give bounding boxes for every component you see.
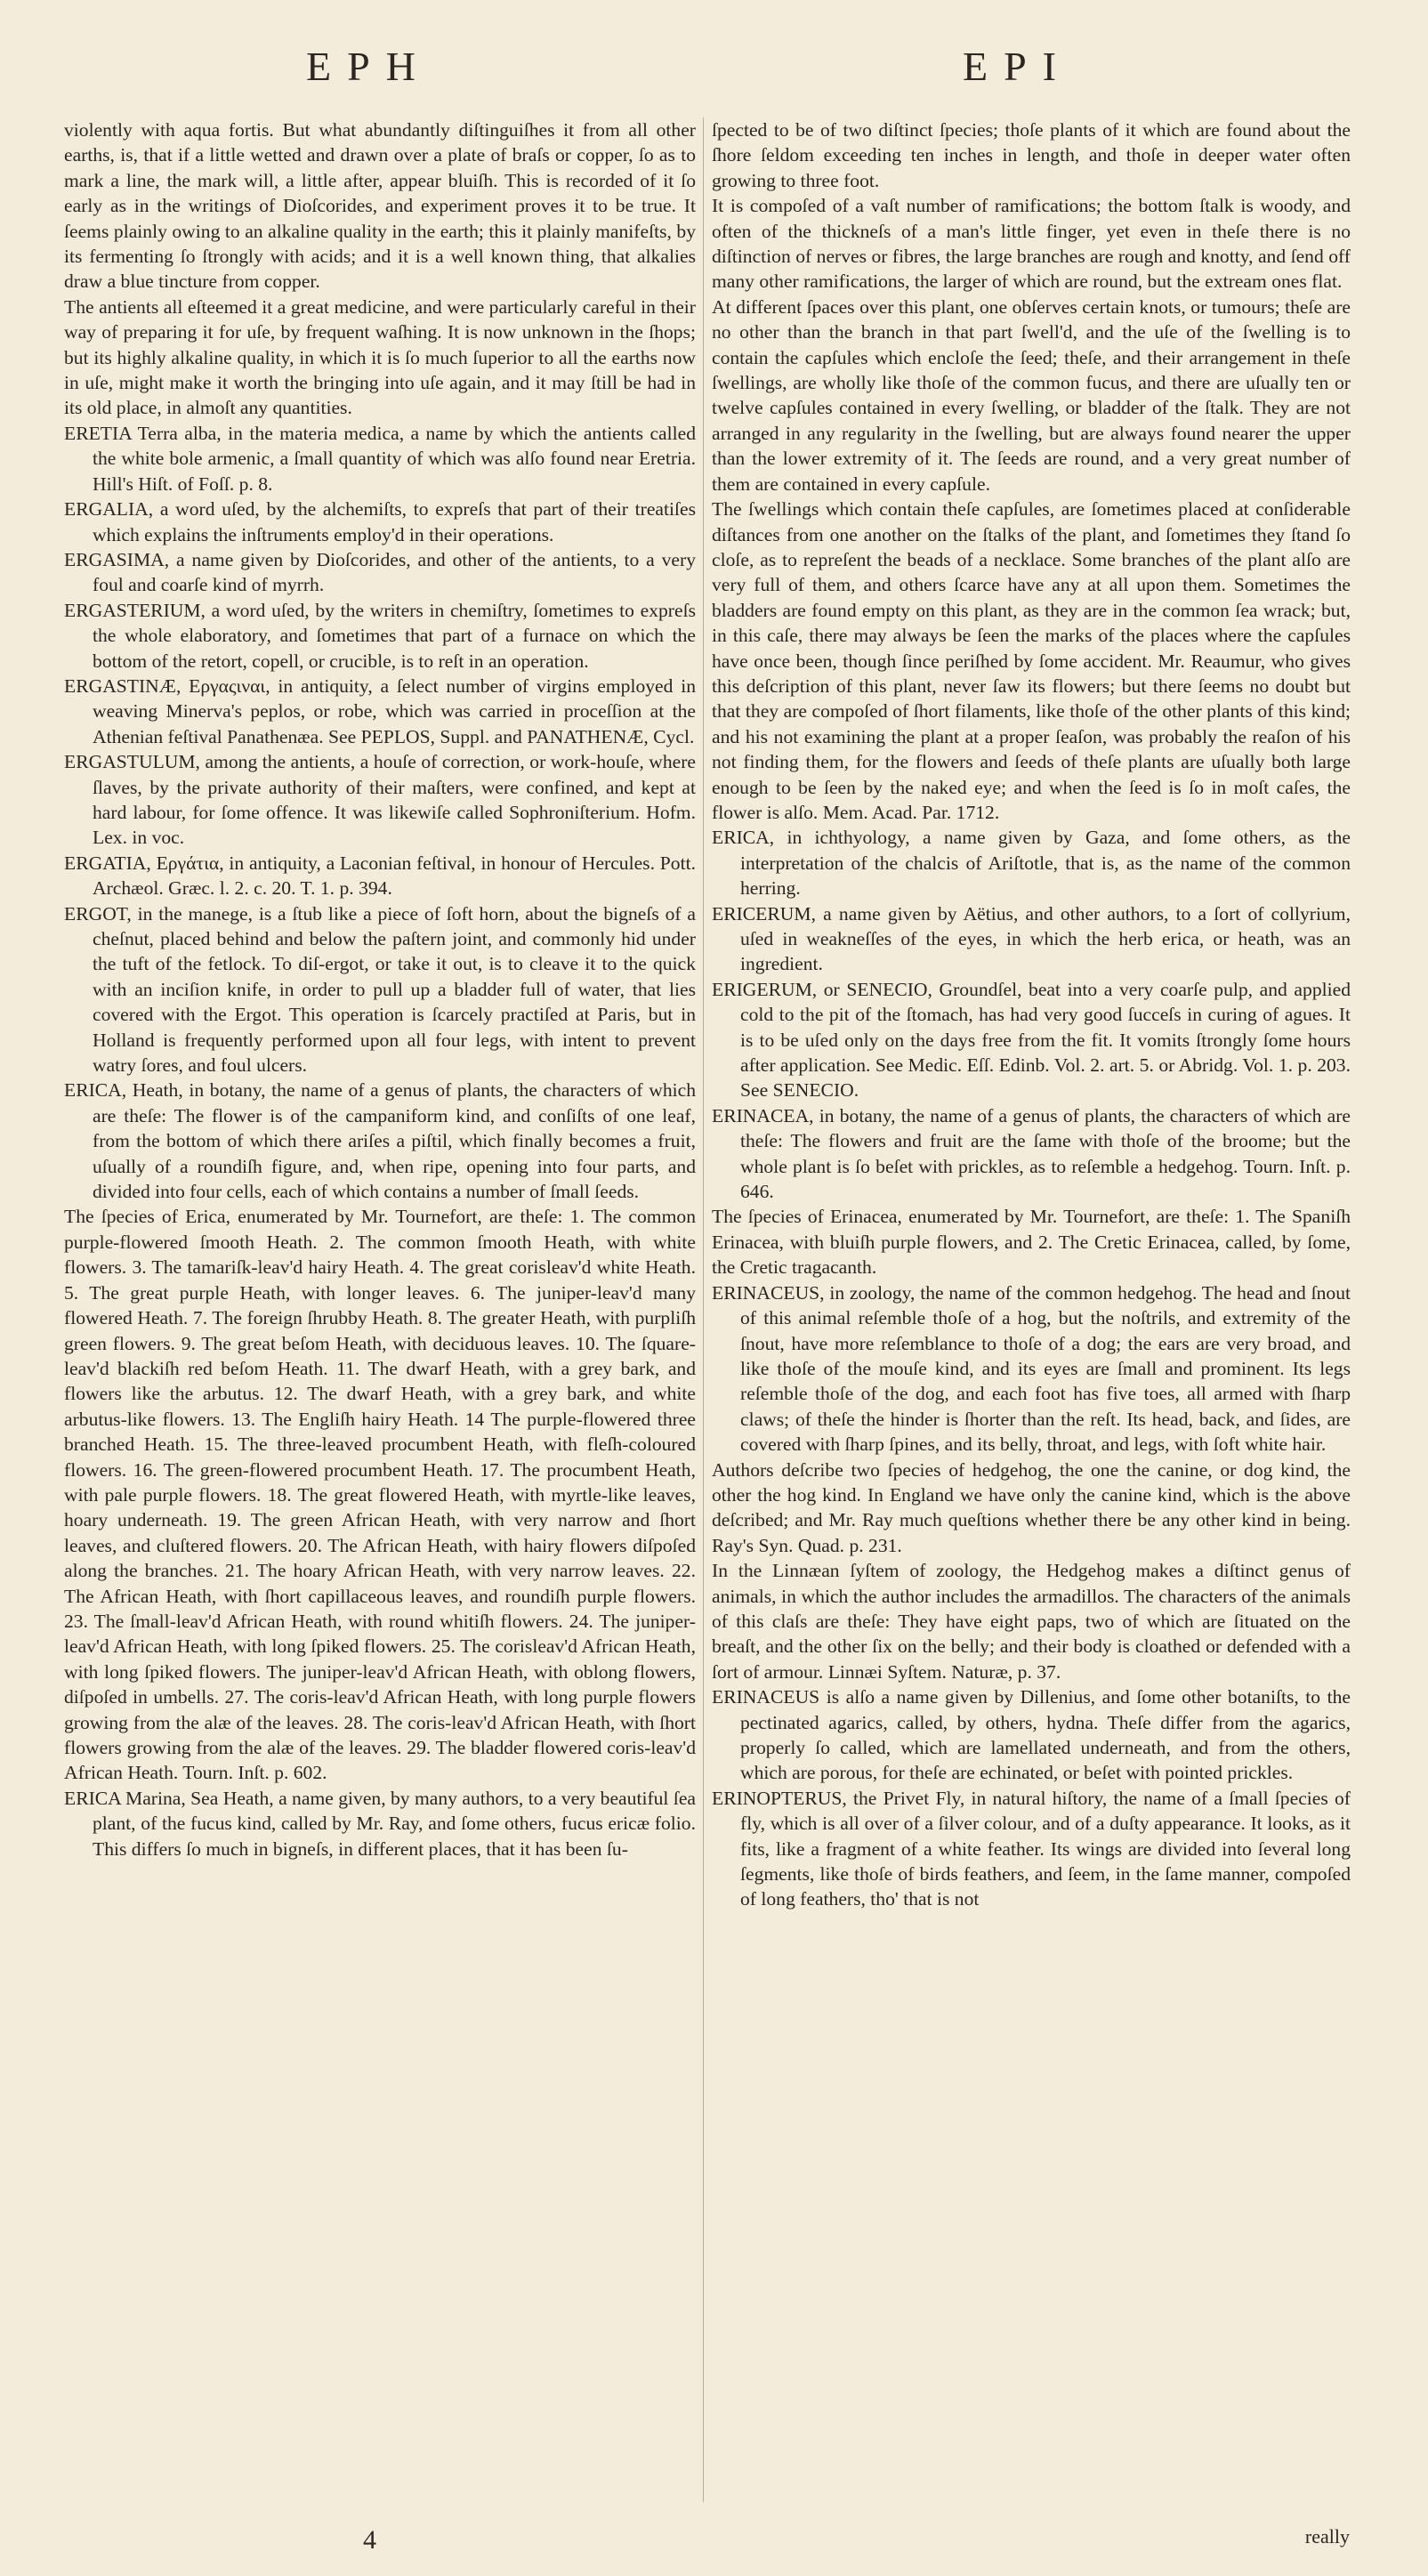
paragraph: In the Linnæan ſyſtem of zoology, the Hedgehog makes a diſtinct genus of animals, in which the author includes the armadillos. The characters of the animals of this claſs are theſe: They have eight paps, two of which are ſituated on the breaſt, and the other ſix on the belly; and their body is cloathed or defended with a ſort of armour. Linnæi Syſtem. Naturæ, p. 37. [712,1560,1351,1683]
dictionary-entry: ERGATIA, Εργάτια, in antiquity, a Laconian feſtival, in honour of Hercules. Pott. Archæol. Græc. l. 2. c. 20. T. 1. p. 394. [64,852,696,900]
dictionary-entry: ERGASTERIUM, a word uſed, by the writers in chemiſtry, ſometimes to expreſs the whole elaboratory, and ſometimes that part of a furnace on which the bottom of the retort, copell, or crucible, is to reſt in an operation. [64,599,696,672]
paragraph: The ſwellings which contain theſe capſules, are ſometimes placed at conſiderable diſtances from one another on the ſtalks of the plant, and ſometimes they ſtand ſo cloſe, as to repreſent the beads of a necklace. Some branches of the plant alſo are very full of them, and others ſcarce have any at all upon them. Sometimes the bladders are found empty on this plant, as they are in the common ſea wrack; but, in this caſe, there may always be ſeen the marks of the places where the capſules have once been, though ſince periſhed by ſome accident. Mr. Reaumur, who gives this deſcription of this plant, never ſaw its flowers; but there ſeems no doubt but that they are compoſed of ſhort filaments, like thoſe of the other plants of this kind; and his not examining the plant at a proper ſeaſon, was probably the reaſon of his not finding them, for the flowers and ſeeds of theſe plants are uſually both large enough to be ſeen by the naked eye; and when the ſeed is ſo in moſt caſes, the flower is alſo. Mem. Acad. Par. 1712. [712,498,1351,823]
dictionary-entry: ERICA, Heath, in botany, the name of a genus of plants, the characters of which are theſe: The flower is of the campaniform kind, and conſiſts of one leaf, from the bottom of which there ariſes a piſtil, which finally becomes a fruit, uſually of a roundiſh figure, and, when ripe, opening into four parts, and divided into four cells, each of which contains a number of ſmall ſeeds. [64,1079,696,1203]
dictionary-entry: ERETIA Terra alba, in the materia medica, a name by which the antients called the white bole armenic, a ſmall quantity of which was alſo found near Eretria. Hill's Hiſt. of Foſſ. p. 8. [64,422,696,495]
dictionary-entry: ERGALIA, a word uſed, by the alchemiſts, to expreſs that part of their treatiſes which explains the inſtruments employ'd in their operations. [64,498,696,545]
running-head-left: EPH [306,44,432,89]
dictionary-entry: ERGASIMA, a name given by Dioſcorides, and other of the antients, to a very foul and coarſe kind of myrrh. [64,548,696,596]
paragraph: ſpected to be of two diſtinct ſpecies; thoſe plants of it which are found about the ſhore ſeldom exceeding ten inches in length, and thoſe in deeper water often growing to three foot. [712,119,1351,191]
dictionary-entry: ERINACEUS is alſo a name given by Dillenius, and ſome other botaniſts, to the pectinated agarics, called, by others, hydna. Theſe differ from the agarics, properly ſo called, which are lamellated underneath, and from the others, which are porous, for theſe are echinated, or beſet with pointed prickles. [712,1686,1351,1784]
paragraph: The ſpecies of Erica, enumerated by Mr. Tournefort, are theſe: 1. The common purple-flowered ſmooth Heath. 2. The common ſmooth Heath, with white flowers. 3. The tamariſk-leav'd hairy Heath. 4. The great corisleav'd white Heath. 5. The great purple Heath, with longer leaves. 6. The juniper-leav'd many flowered Heath. 7. The foreign ſhrubby Heath. 8. The greater Heath, with purpliſh green flowers. 9. The great beſom Heath, with deciduous leaves. 10. The ſquare-leav'd blackiſh red beſom Heath. 11. The dwarf Heath, with a grey bark, and flowers like the arbutus. 12. The dwarf Heath, with a grey bark, and white arbutus-like flowers. 13. The Engliſh hairy Heath. 14 The purple-flowered three branched Heath. 15. The three-leaved procumbent Heath, with fleſh-coloured flowers. 16. The green-flowered procumbent Heath. 17. The procumbent Heath, with pale purple flowers. 18. The great flowered Heath, with myrtle-like leaves, hoary underneath. 19. The green African Heath, with very narrow and ſhort leaves, and cluſtered flowers. 20. The African Heath, with hairy flowers diſpoſed along the branches. 21. The hoary African Heath, with very narrow leaves. 22. The African Heath, with ſhort capillaceous leaves, and roundiſh purple flowers. 23. The ſmall-leav'd African Heath, with round whitiſh flowers. 24. The juniper-leav'd African Heath, with long ſpiked flowers. 25. The corisleav'd African Heath, with long ſpiked flowers. The juniper-leav'd African Heath, with oblong flowers, diſpoſed in umbells. 27. The coris-leav'd African Heath, with long purple flowers growing from the alæ of the leaves. 28. The coris-leav'd African Heath, with ſhort flowers growing from the alæ of the leaves. 29. The bladder flowered coris-leav'd African Heath. Tourn. Inſt. p. 602. [64,1206,696,1784]
dictionary-entry: ERICA, in ichthyology, a name given by Gaza, and ſome others, as the interpretation of the chalcis of Ariſtotle, that is, as the name of the common herring. [712,827,1351,900]
running-head-right: EPI [963,44,1072,89]
dictionary-entry: ERICERUM, a name given by Aëtius, and other authors, to a ſort of collyrium, uſed in weakneſſes of the eyes, in which the herb erica, or heath, was an ingredient. [712,902,1351,975]
paragraph: violently with aqua fortis. But what abundantly diſtinguiſhes it from all other earths, is, that if a little wetted and drawn over a plate of braſs or copper, ſo as to mark a line, the mark will, a little after, appear bluiſh. This is recorded of it ſo early as in the writings of Dioſcorides, and experiment proves it to be true. It ſeems plainly owing to an alkaline quality in the earth; this it plainly manifeſts, by its fermenting ſo ſtrongly with acids; and it is a well known thing, that alkalies draw a blue tincture from copper. [64,119,696,293]
right-column [712,117,1351,2502]
dictionary-entry: ERIGERUM, or SENECIO, Groundſel, beat into a very coarſe pulp, and applied cold to the pit of the ſtomach, has had very good ſucceſs in curing of agues. It is to be uſed only on the days free from the fit. It vomits ſtrongly ſome hours after application. See Medic. Eſſ. Edinb. Vol. 2. art. 5. or Abridg. Vol. 1. p. 203. See SENECIO. [712,978,1351,1102]
page-number: 4 [363,2525,376,2555]
dictionary-entry: ERGASTULUM, among the antients, a houſe of correction, or work-houſe, where ſlaves, by the private authority of their maſters, were confined, and kept at hard labour, for ſome offence. It was likewiſe called Sophroniſterium. Hofm. Lex. in voc. [64,751,696,849]
dictionary-entry: ERINACEA, in botany, the name of a genus of plants, the characters of which are theſe: The flowers and fruit are the ſame with thoſe of the broome; but the whole plant is ſo beſet with prickles, as to reſemble a hedgehog. Tourn. Inſt. p. 646. [712,1104,1351,1203]
dictionary-entry: ERGOT, in the manege, is a ſtub like a piece of ſoft horn, about the bigneſs of a cheſnut, placed behind and below the paſtern joint, and commonly hid under the tuft of the fetlock. To diſ-ergot, or take it out, is to cleave it to the quick with an inciſion knife, in order to pull up a bladder full of water, that lies covered with the Ergot. This operation is ſcarcely practiſed at Paris, but in Holland is frequently performed upon all four legs, with intent to prevent watry ſores, and foul ulcers. [64,902,696,1077]
paragraph: It is compoſed of a vaſt number of ramifications; the bottom ſtalk is woody, and often of the thickneſs of a man's little finger, yet even in theſe there is no diſtinction of nerves or fibres, the large branches are rough and knotty, and ſend off many other ramifications, the larger of which are round, but the extream ones flat. [712,195,1351,293]
dictionary-entry: ERICA Marina, Sea Heath, a name given, by many authors, to a very beautiful ſea plant, of the fucus kind, called by Mr. Ray, and ſome others, fucus ericæ folio. This differs ſo much in bigneſs, in different places, that it has been ſu- [64,1787,696,1860]
column-divider [703,117,704,2502]
paragraph: The antients all eſteemed it a great medicine, and were particularly careful in their way of preparing it for uſe, by frequent waſhing. It is now unknown in the ſhops; but its highly alkaline quality, in which it is ſo much ſuperior to all the earths now in uſe, might make it worth the bringing into uſe again, and it may ſtill be had in its old place, in almoſt any quantities. [64,295,696,419]
catchword: really [1304,2525,1350,2548]
dictionary-entry: ERGASTINÆ, Εργαςιναι, in antiquity, a ſelect number of virgins employed in weaving Minerva's peplos, or robe, which was carried in proceſſion at the Athenian feſtival Panathenæa. See PEPLOS, Suppl. and PANATHENÆ, Cycl. [64,674,696,747]
dictionary-entry: ERINACEUS, in zoology, the name of the common hedgehog. The head and ſnout of this animal reſemble thoſe of a hog, but the noſtrils, and extremity of the ſnout, have more reſemblance to thoſe of a dog; the ears are very broad, and like thoſe of the mouſe kind, and its eyes are ſmall and prominent. Its legs reſemble thoſe of the dog, and each foot has five toes, all armed with ſharp claws; of theſe the hinder is ſhorter than the reſt. Its head, back, and ſides, are covered with ſharp ſpines, and its belly, throat, and legs, with ſoft white hair. [712,1281,1351,1456]
paragraph: The ſpecies of Erinacea, enumerated by Mr. Tournefort, are theſe: 1. The Spaniſh Erinacea, with bluiſh purple flowers, and 2. The Cretic Erinacea, called, by ſome, the Cretic tragacanth. [712,1206,1351,1279]
paragraph: At different ſpaces over this plant, one obſerves certain knots, or tumours; theſe are no other than the branch in that part ſwell'd, and the uſe of the ſwelling is to contain the capſules which encloſe the ſeed; theſe, and their arrangement in theſe ſwellings, are wholly like thoſe of the common fucus, and there are uſually ten or twelve capſules contained in every ſwelling, or bladder of the ſtalk. They are not arranged in any regularity in the ſwelling, but are always found nearer the upper than the lower extremity of it. The ſeeds are round, and a very great number of them are contained in every capſule. [712,295,1351,495]
dictionary-entry: ERINOPTERUS, the Privet Fly, in natural hiſtory, the name of a ſmall ſpecies of fly, which is all over of a ſilver colour, and of a duſty appearance. It looks, as it fits, like a fragment of a white feather. Its wings are divided into ſeveral long ſegments, like thoſe of birds feathers, and ſeem, in the ſame manner, compoſed of long feathers, tho' that is not [712,1787,1351,1910]
paragraph: Authors deſcribe two ſpecies of hedgehog, the one the canine, or dog kind, the other the hog kind. In England we have only the canine kind, which is the above deſcribed; and Mr. Ray much queſtions whether there be any other kind in being. Ray's Syn. Quad. p. 231. [712,1458,1351,1556]
left-column [64,117,696,2502]
